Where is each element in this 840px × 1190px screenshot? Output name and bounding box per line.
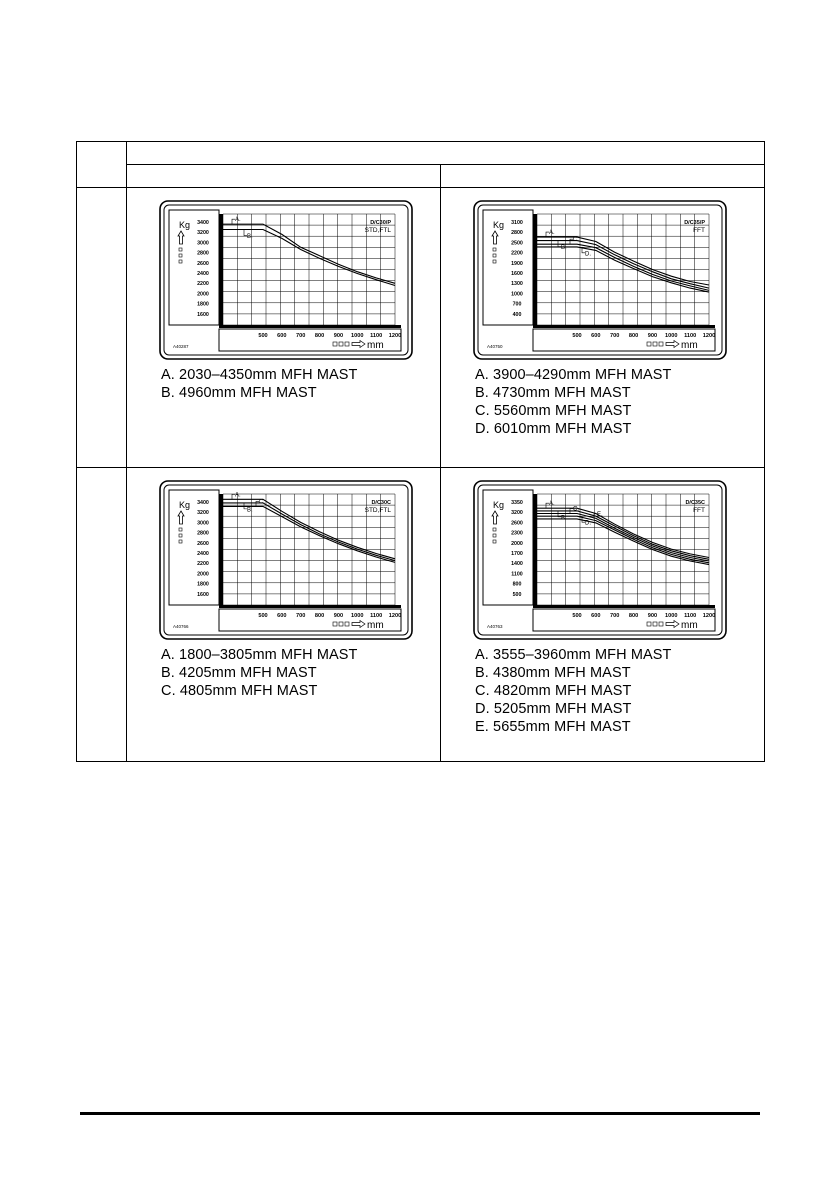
unit-label: Kg <box>493 220 505 230</box>
curve-label: B. <box>561 515 567 522</box>
legend-entry: D. 5205mm MFH MAST <box>475 701 632 717</box>
y-tick-label: 3200 <box>197 230 209 237</box>
y-tick-label: 3350 <box>511 500 523 506</box>
header-cell <box>127 142 765 165</box>
y-tick-label: 2800 <box>197 250 209 257</box>
curve-label: B. <box>247 234 253 241</box>
capacity-table <box>76 141 765 762</box>
legend-entry: D. 6010mm MFH MAST <box>475 421 632 437</box>
x-tick-label: 600 <box>277 613 287 619</box>
y-tick-label: 2200 <box>511 250 523 257</box>
row-label-cell-1 <box>77 188 127 468</box>
y-tick-label: 2400 <box>197 551 209 557</box>
mast-legend <box>475 646 764 736</box>
y-tick-label: 2000 <box>511 540 523 547</box>
x-tick-label: 700 <box>296 613 306 619</box>
row-label-cell-2 <box>77 468 127 762</box>
x-axis-bar <box>533 605 715 608</box>
y-tick-label: 1400 <box>511 561 523 568</box>
y-tick-label: 400 <box>512 311 522 318</box>
plate-model: FFT <box>693 507 705 514</box>
plate-code: D/C30/P <box>370 220 391 226</box>
y-tick-label: 1800 <box>197 581 209 588</box>
y-tick-label: 1000 <box>511 291 523 298</box>
load-chart-plate <box>473 480 727 640</box>
legend-entry: A. 2030–4350mm MFH MAST <box>161 367 358 383</box>
y-tick-label: 800 <box>512 581 522 588</box>
x-tick-label: 1100 <box>684 333 697 339</box>
x-tick-label: 800 <box>628 613 639 619</box>
plate-code: D/C35C <box>685 500 705 506</box>
load-chart-plate <box>159 480 413 640</box>
x-tick-label: 900 <box>333 613 344 619</box>
subheader-cell-right <box>441 165 765 188</box>
unit-label: Kg <box>179 500 191 510</box>
unit-label: Kg <box>179 220 191 230</box>
catalog-number: A40766 <box>173 624 189 629</box>
y-tick-label: 1900 <box>511 260 523 267</box>
x-axis-bar <box>533 325 715 328</box>
x-tick-label: 600 <box>277 333 287 339</box>
x-tick-label: 500 <box>258 333 268 339</box>
legend-entry: A. 1800–3805mm MFH MAST <box>161 647 358 663</box>
legend-entry: A. 3900–4290mm MFH MAST <box>475 367 672 383</box>
y-tick-label: 3400 <box>197 500 209 506</box>
plate-model: FFT <box>693 227 705 234</box>
x-tick-label: 900 <box>333 333 344 339</box>
y-tick-label: 1600 <box>511 271 523 277</box>
x-tick-label: 700 <box>296 333 306 339</box>
x-tick-label: 700 <box>610 613 620 619</box>
y-tick-label: 3400 <box>197 220 209 226</box>
curve-label: C. <box>573 506 579 513</box>
y-tick-label: 2200 <box>197 281 209 288</box>
catalog-number: A40287 <box>173 344 189 349</box>
y-tick-label: 2000 <box>197 571 209 578</box>
y-tick-label: 1800 <box>197 301 209 308</box>
x-tick-label: 1200 <box>388 333 402 339</box>
y-tick-label: 1600 <box>197 591 209 598</box>
y-tick-label: 3000 <box>197 240 209 247</box>
x-tick-label: 600 <box>591 333 601 339</box>
legend-entry: C. 4820mm MFH MAST <box>475 683 632 699</box>
y-tick-label: 2600 <box>197 540 209 547</box>
y-tick-label: 1300 <box>511 281 523 288</box>
legend-entry: B. 4960mm MFH MAST <box>161 385 317 401</box>
curve-label: A. <box>235 492 241 499</box>
y-tick-label: 2000 <box>197 291 209 298</box>
y-tick-label: 3200 <box>197 510 209 517</box>
subheader-cell-left <box>127 165 441 188</box>
y-tick-label: 3000 <box>197 520 209 527</box>
chart-cell-1 <box>127 188 441 468</box>
legend-entry: E. 5655mm MFH MAST <box>475 719 631 735</box>
legend-entry: B. 4380mm MFH MAST <box>475 665 631 681</box>
y-tick-label: 1600 <box>197 311 209 318</box>
x-tick-label: 800 <box>314 333 325 339</box>
legend-entry: B. 4205mm MFH MAST <box>161 665 317 681</box>
y-tick-label: 2600 <box>197 260 209 267</box>
y-tick-label: 1100 <box>511 571 523 578</box>
y-axis-bar <box>533 494 537 608</box>
x-axis-bar <box>219 325 401 328</box>
curve-label: D. <box>585 520 591 527</box>
catalog-number: A40763 <box>487 624 503 629</box>
load-chart-plate <box>473 200 727 360</box>
legend-entry: A. 3555–3960mm MFH MAST <box>475 647 672 663</box>
y-tick-label: 1700 <box>511 551 523 557</box>
curve-label: E. <box>597 511 603 518</box>
legend-entry: C. 4805mm MFH MAST <box>161 683 318 699</box>
x-tick-label: 900 <box>647 613 658 619</box>
y-tick-label: 2200 <box>197 561 209 568</box>
y-tick-label: 2600 <box>511 520 523 527</box>
mast-legend <box>161 646 440 700</box>
mast-legend <box>475 366 764 438</box>
chart-cell-3 <box>127 468 441 762</box>
curve-label: A. <box>235 217 241 224</box>
plate-model: STD,FTL <box>364 507 391 514</box>
x-tick-label: 1000 <box>351 333 364 339</box>
legend-entry: B. 4730mm MFH MAST <box>475 385 631 401</box>
mm-label: mm <box>681 620 698 631</box>
y-tick-label: 2500 <box>511 240 523 247</box>
x-tick-label: 600 <box>591 613 601 619</box>
x-tick-label: 500 <box>572 613 582 619</box>
y-axis-bar <box>533 214 537 328</box>
curve-label: B. <box>247 507 253 514</box>
curve-label: C. <box>573 237 579 244</box>
curve-label: D. <box>585 251 591 258</box>
footer-rule <box>80 1112 760 1115</box>
y-tick-label: 2400 <box>197 271 209 277</box>
mm-label: mm <box>367 620 384 631</box>
y-tick-label: 3100 <box>511 220 523 226</box>
x-tick-label: 1200 <box>702 613 716 619</box>
load-chart-plate <box>159 200 413 360</box>
x-tick-label: 800 <box>628 333 639 339</box>
plate-model: STD,FTL <box>364 227 391 234</box>
mast-legend <box>161 366 440 402</box>
curve-label: A. <box>549 501 555 508</box>
x-tick-label: 1100 <box>370 613 383 619</box>
x-tick-label: 1000 <box>665 613 678 619</box>
corner-cell <box>77 142 127 188</box>
chart-cell-2 <box>441 188 765 468</box>
x-axis-bar <box>219 605 401 608</box>
plate-code: D/C35/P <box>684 220 705 226</box>
mm-label: mm <box>681 340 698 351</box>
y-axis-bar <box>219 494 223 608</box>
legend-entry: C. 5560mm MFH MAST <box>475 403 632 419</box>
y-tick-label: 2300 <box>511 530 523 537</box>
x-tick-label: 500 <box>258 613 268 619</box>
unit-label: Kg <box>493 500 505 510</box>
y-axis-bar <box>219 214 223 328</box>
x-tick-label: 1100 <box>684 613 697 619</box>
x-tick-label: 1000 <box>351 613 364 619</box>
x-tick-label: 500 <box>572 333 582 339</box>
x-tick-label: 700 <box>610 333 620 339</box>
x-tick-label: 900 <box>647 333 658 339</box>
y-tick-label: 700 <box>512 301 522 308</box>
curve-label: C. <box>259 499 265 506</box>
curve-label: B. <box>561 245 567 252</box>
chart-cell-4 <box>441 468 765 762</box>
y-tick-label: 3200 <box>511 510 523 517</box>
plate-code: D/C30C <box>371 500 391 506</box>
y-tick-label: 2800 <box>511 230 523 237</box>
x-tick-label: 1000 <box>665 333 678 339</box>
y-tick-label: 500 <box>512 591 522 598</box>
mm-label: mm <box>367 340 384 351</box>
y-tick-label: 2800 <box>197 530 209 537</box>
x-tick-label: 1200 <box>702 333 716 339</box>
x-tick-label: 1100 <box>370 333 383 339</box>
x-tick-label: 800 <box>314 613 325 619</box>
catalog-number: A40750 <box>487 344 503 349</box>
curve-label: A. <box>549 230 555 237</box>
x-tick-label: 1200 <box>388 613 402 619</box>
